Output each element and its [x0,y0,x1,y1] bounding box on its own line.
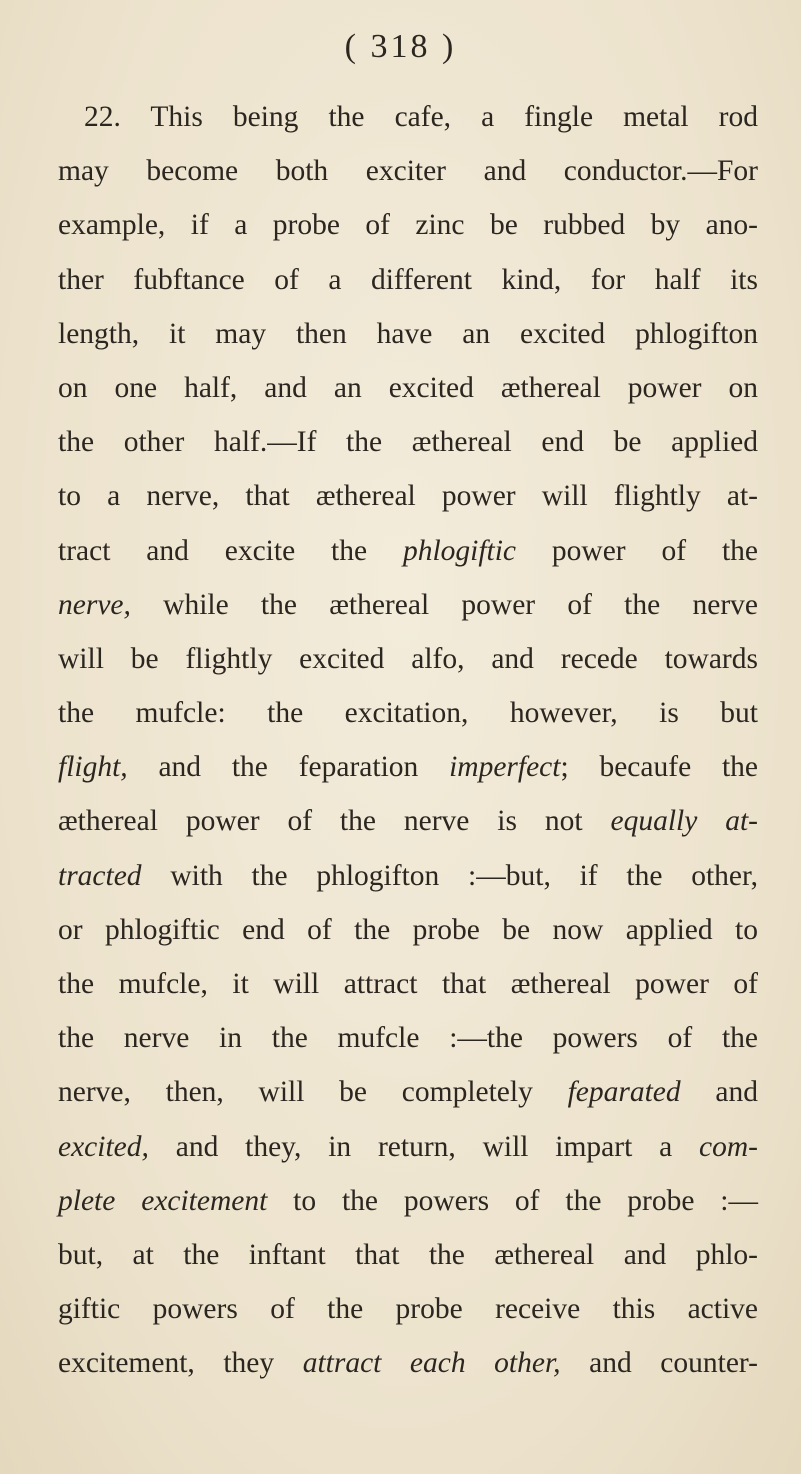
text-line [58,307,758,361]
text-segment: but, at the inftant that the æthereal and phlo- [58,1238,758,1271]
text-segment: power of the [516,534,758,567]
text-line [58,903,758,957]
body-text [58,90,758,1391]
italic-text: tracted [58,859,142,892]
text-line [58,849,758,903]
text-segment: on one half, and an excited æthereal power on [58,371,758,404]
text-line [58,1120,758,1174]
text-segment: may become both exciter and conductor.—For [58,155,758,188]
text-segment: nerve, then, will be completely [58,1076,568,1109]
text-segment: and they, in return, will impart a [148,1130,700,1163]
text-line [58,415,758,469]
text-line [58,524,758,578]
text-line [58,686,758,740]
text-line [58,1011,758,1065]
text-segment: or phlogiftic end of the probe be now applied to [58,913,758,946]
text-segment: ; becaufe the [560,751,758,784]
text-line [58,578,758,632]
text-line [58,740,758,794]
text-segment: and the feparation [127,751,450,784]
text-line [58,632,758,686]
italic-text: excited, [58,1130,149,1163]
text-segment: ther fubftance of a different kind, for half its [58,263,758,296]
text-segment: tract and excite the [58,534,403,567]
page-number: ( 318 ) [344,28,457,65]
text-segment: to a nerve, that æthereal power will flightly at- [58,480,758,513]
text-line [58,90,758,144]
text-line [58,957,758,1011]
text-segment: the mufcle, it will attract that æthereal power of [58,968,758,1000]
text-segment: and [680,1076,758,1109]
text-line [58,469,758,523]
text-segment: 22. This being the cafe, a fingle metal rod [84,101,758,133]
text-segment: excitement, they [58,1347,303,1380]
text-segment: while the æthereal power of the nerve [130,588,758,621]
text-line [58,1282,758,1336]
text-line [58,1228,758,1282]
italic-text: plete excitement [58,1184,268,1217]
text-segment: length, it may then have an excited phlogifton [58,317,758,350]
text-segment: will be flightly excited alfo, and recede towards [58,642,758,675]
text-segment: æthereal power of the nerve is not [58,805,611,838]
italic-text: nerve, [58,588,131,621]
text-segment: to the powers of the probe :— [267,1184,758,1217]
text-segment: giftic powers of the probe receive this active [58,1293,758,1326]
text-line [58,1336,758,1390]
italic-text: equally at- [610,805,758,838]
text-line [58,1065,758,1119]
text-segment: with the phlogifton :—but, if the other, [141,859,758,892]
text-segment: example, if a probe of zinc be rubbed by ano- [58,209,758,242]
italic-text: flight, [58,751,128,784]
italic-text: phlogiftic [402,534,517,567]
text-line [58,1174,758,1228]
italic-text: feparated [567,1076,681,1109]
text-line [58,198,758,252]
text-line [58,361,758,415]
text-segment: and counter- [560,1347,758,1380]
text-segment: the other half.—If the æthereal end be applied [58,426,758,459]
italic-text: imperfect [449,751,561,784]
text-segment: the nerve in the mufcle :—the powers of the [58,1022,758,1055]
text-line [58,794,758,848]
italic-text: attract each other, [302,1347,561,1380]
italic-text: com- [699,1130,758,1163]
text-line [58,144,758,198]
text-line [58,253,758,307]
text-segment: the mufcle: the excitation, however, is but [58,697,758,730]
